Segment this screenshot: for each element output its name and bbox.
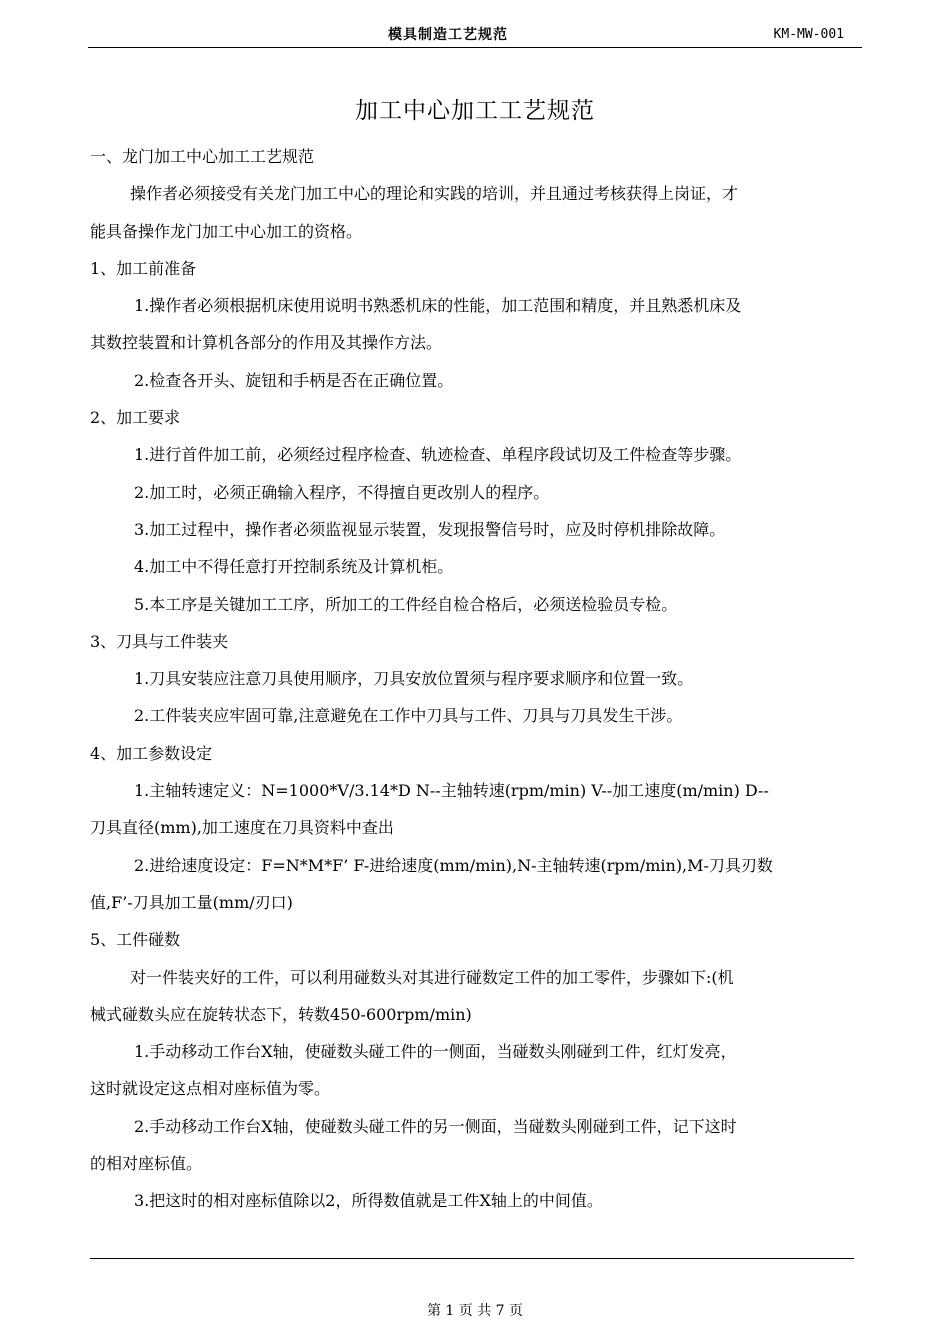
section-heading: 5、工件碰数 — [90, 930, 181, 950]
list-item: 1.操作者必须根据机床使用说明书熟悉机床的性能，加工范围和精度，并且熟悉机床及 — [134, 296, 742, 316]
page-number: 第 1 页 共 7 页 — [426, 1303, 524, 1319]
paragraph-line: 其数控装置和计算机各部分的作用及其操作方法。 — [90, 333, 443, 353]
list-item: 1.主轴转速定义：N=1000*V/3.14*D N--主轴转速(rpm/min) V--加工速度(m/min) D-- — [134, 781, 769, 801]
page-header — [88, 24, 862, 48]
list-item: 1.刀具安装应注意刀具使用顺序，刀具安放位置须与程序要求顺序和位置一致。 — [134, 669, 694, 689]
section-heading: 1、加工前准备 — [90, 258, 197, 278]
section-heading: 3、刀具与工件装夹 — [90, 631, 229, 651]
list-item: 3.加工过程中，操作者必须监视显示装置，发现报警信号时，应及时停机排除故障。 — [134, 519, 726, 539]
list-item: 2.手动移动工作台X轴，使碰数头碰工件的另一侧面，当碰数头刚碰到工件，记下这时 — [134, 1116, 737, 1136]
list-item: 3.把这时的相对座标值除以2，所得数值就是工件X轴上的中间值。 — [134, 1191, 603, 1211]
paragraph-line: 对一件装夹好的工件，可以利用碰数头对其进行碰数定工件的加工零件，步骤如下:(机 — [130, 967, 734, 987]
list-item: 2.加工时，必须正确输入程序，不得擅自更改别人的程序。 — [134, 482, 550, 502]
paragraph-line: 这时就设定这点相对座标值为零。 — [90, 1079, 331, 1099]
section-heading: 4、加工参数设定 — [90, 743, 213, 763]
document-body — [90, 138, 862, 1220]
paragraph-line: 刀具直径(mm),加工速度在刀具资料中查出 — [90, 818, 394, 838]
header-title: 模具制造工艺规范 — [388, 27, 508, 43]
header-divider — [88, 47, 862, 48]
paragraph-line: 能具备操作龙门加工中心加工的资格。 — [90, 221, 363, 241]
paragraph-line: 值,F’-刀具加工量(mm/刃口) — [90, 892, 293, 912]
list-item: 2.进给速度设定：F=N*M*F’ F-进给速度(mm/min),N-主轴转速(rpm/min),M-刀具刃数 — [134, 855, 773, 875]
section-heading: 2、加工要求 — [90, 408, 181, 428]
list-item: 5.本工序是关键加工工序，所加工的工件经自检合格后，必须送检验员专检。 — [134, 594, 678, 614]
paragraph-line: 操作者必须接受有关龙门加工中心的理论和实践的培训，并且通过考核获得上岗证，才 — [130, 184, 739, 204]
page-title: 加工中心加工工艺规范 — [355, 98, 595, 124]
paragraph-line: 的相对座标值。 — [90, 1154, 203, 1174]
footer-divider — [90, 1258, 854, 1259]
section-heading: 一、龙门加工中心加工工艺规范 — [90, 147, 315, 166]
list-item: 1.进行首件加工前，必须经过程序检查、轨迹检查、单程序段试切及工件检查等步骤。 — [134, 445, 742, 465]
list-item: 2.检查各开头、旋钮和手柄是否在正确位置。 — [134, 370, 454, 390]
paragraph-line: 械式碰数头应在旋转状态下，转数450-600rpm/min) — [90, 1004, 472, 1024]
list-item: 1.手动移动工作台X轴，使碰数头碰工件的一侧面，当碰数头刚碰到工件，红灯发亮， — [134, 1042, 737, 1062]
list-item: 4.加工中不得任意打开控制系统及计算机柜。 — [134, 557, 454, 577]
document-code: KM-MW-001 — [773, 27, 844, 42]
list-item: 2.工件装夹应牢固可靠,注意避免在工作中刀具与工件、刀具与刀具发生干涉。 — [134, 706, 683, 726]
